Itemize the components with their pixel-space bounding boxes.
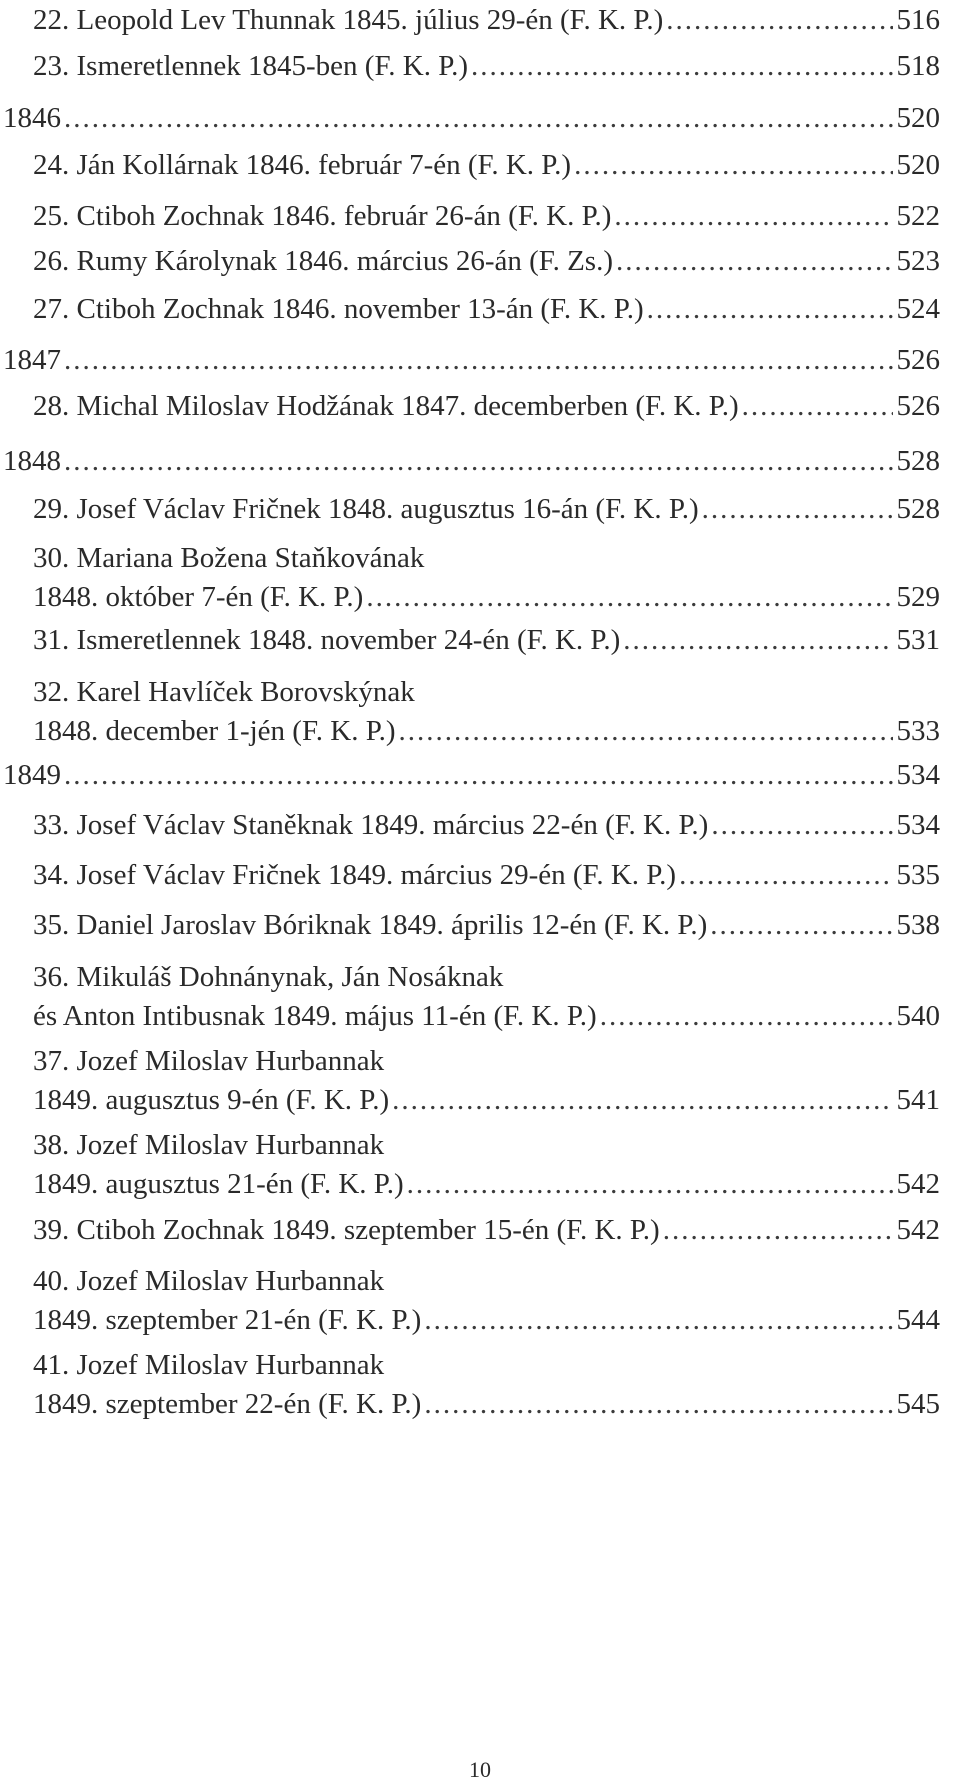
entry-title-line: 30. Mariana Božena Staňkovának — [33, 542, 425, 574]
entry-title: 1846 — [3, 102, 61, 134]
entry-page-number: 544 — [896, 1304, 940, 1336]
dot-leader — [663, 1210, 893, 1250]
entry-page-number: 523 — [896, 245, 940, 277]
entry-line — [33, 46, 940, 86]
entry-page-number: 526 — [896, 344, 940, 376]
entry-line — [33, 1164, 940, 1204]
entry-page-number: 545 — [896, 1388, 940, 1420]
entry-title: 1848 — [3, 445, 61, 477]
entry-title: 35. Daniel Jaroslav Bóriknak 1849. április 12-én (F. K. P.) — [33, 909, 708, 941]
dot-leader — [702, 489, 893, 529]
dot-leader — [64, 98, 893, 138]
entry-line — [33, 577, 940, 617]
entry-page-number: 540 — [896, 1000, 940, 1032]
dot-leader — [64, 755, 893, 795]
entry-line — [33, 241, 940, 281]
dot-leader — [64, 340, 893, 380]
entry-line — [33, 855, 940, 895]
entry-title: 22. Leopold Lev Thunnak 1845. július 29-én (F. K. P.) — [33, 4, 664, 36]
entry-line — [33, 1210, 940, 1250]
dot-leader — [742, 386, 893, 426]
entry-title: 27. Ctiboh Zochnak 1846. november 13-án (F. K. P.) — [33, 293, 644, 325]
entry-title-line: 36. Mikuláš Dohnánynak, Ján Nosáknak — [33, 961, 504, 993]
dot-leader — [616, 241, 893, 281]
entry-line — [33, 805, 940, 845]
entry-page-number: 533 — [896, 715, 940, 747]
dot-leader — [666, 0, 892, 40]
entry-line — [33, 996, 940, 1036]
entry-title: 26. Rumy Károlynak 1846. március 26-án (F. Zs.) — [33, 245, 613, 277]
dot-leader — [711, 805, 892, 845]
entry-title: 1849. szeptember 21-én (F. K. P.) — [33, 1304, 422, 1336]
entry-page-number: 541 — [896, 1084, 940, 1116]
dot-leader — [392, 1080, 892, 1120]
dot-leader — [614, 196, 892, 236]
entry-title: 1849. augusztus 21-én (F. K. P.) — [33, 1168, 404, 1200]
entry-title: 39. Ctiboh Zochnak 1849. szeptember 15-én (F. K. P.) — [33, 1214, 660, 1246]
entry-page-number: 520 — [896, 149, 940, 181]
dot-leader — [471, 46, 892, 86]
entry-line — [33, 1300, 940, 1340]
entry-page-number: 524 — [896, 293, 940, 325]
entry-page-number: 520 — [896, 102, 940, 134]
dot-leader — [574, 145, 892, 185]
entry-title: 1849. szeptember 22-én (F. K. P.) — [33, 1388, 422, 1420]
entry-line — [33, 0, 940, 40]
dot-leader — [366, 577, 892, 617]
entry-line — [3, 755, 940, 795]
entry-line — [33, 1384, 940, 1424]
entry-page-number: 529 — [896, 581, 940, 613]
dot-leader — [623, 620, 892, 660]
entry-title: 29. Josef Václav Fričnek 1848. augusztus 16-án (F. K. P.) — [33, 493, 699, 525]
entry-title-line: 37. Jozef Miloslav Hurbannak — [33, 1045, 385, 1077]
entry-page-number: 528 — [896, 445, 940, 477]
entry-title: 1847 — [3, 344, 61, 376]
dot-leader — [710, 905, 892, 945]
entry-page-number: 522 — [896, 200, 940, 232]
entry-page-number: 528 — [896, 493, 940, 525]
dot-leader — [647, 289, 893, 329]
entry-title-line: 41. Jozef Miloslav Hurbannak — [33, 1349, 385, 1381]
entry-title-line: 32. Karel Havlíček Borovskýnak — [33, 676, 415, 708]
entry-title: 25. Ctiboh Zochnak 1846. február 26-án (F. K. P.) — [33, 200, 612, 232]
entry-line — [3, 340, 940, 380]
dot-leader — [424, 1300, 892, 1340]
entry-line — [33, 1080, 940, 1120]
entry-page-number: 542 — [896, 1168, 940, 1200]
page-number: 10 — [469, 1757, 491, 1782]
entry-page-number: 526 — [896, 390, 940, 422]
entry-page-number: 535 — [896, 859, 940, 891]
entry-line — [33, 905, 940, 945]
entry-title: 24. Ján Kollárnak 1846. február 7-én (F. K. P.) — [33, 149, 572, 181]
entry-title-line: 38. Jozef Miloslav Hurbannak — [33, 1129, 385, 1161]
dot-leader — [424, 1384, 892, 1424]
entry-line — [33, 289, 940, 329]
entry-line — [33, 196, 940, 236]
dot-leader — [399, 711, 893, 751]
entry-line — [3, 441, 940, 481]
entry-line — [33, 145, 940, 185]
entry-line — [33, 711, 940, 751]
entry-title: 23. Ismeretlennek 1845-ben (F. K. P.) — [33, 50, 469, 82]
entry-title: 1848. december 1-jén (F. K. P.) — [33, 715, 396, 747]
dot-leader — [600, 996, 893, 1036]
entry-title: 28. Michal Miloslav Hodžának 1847. decemberben (F. K. P.) — [33, 390, 739, 422]
entry-page-number: 542 — [896, 1214, 940, 1246]
entry-page-number: 516 — [896, 4, 940, 36]
entry-title: 34. Josef Václav Fričnek 1849. március 29-én (F. K. P.) — [33, 859, 677, 891]
entry-page-number: 534 — [896, 809, 940, 841]
dot-leader — [679, 855, 892, 895]
entry-line — [33, 620, 940, 660]
entry-title-line: 40. Jozef Miloslav Hurbannak — [33, 1265, 385, 1297]
entry-title: 31. Ismeretlennek 1848. november 24-én (F. K. P.) — [33, 624, 621, 656]
entry-page-number: 531 — [896, 624, 940, 656]
entry-page-number: 534 — [896, 759, 940, 791]
entry-title: 1849 — [3, 759, 61, 791]
dot-leader — [407, 1164, 893, 1204]
entry-line — [33, 489, 940, 529]
entry-page-number: 518 — [896, 50, 940, 82]
entry-title: és Anton Intibusnak 1849. május 11-én (F. K. P.) — [33, 1000, 597, 1032]
entry-line — [33, 386, 940, 426]
entry-title: 33. Josef Václav Staněknak 1849. március 22-én (F. K. P.) — [33, 809, 709, 841]
entry-title: 1849. augusztus 9-én (F. K. P.) — [33, 1084, 390, 1116]
entry-line — [3, 98, 940, 138]
entry-title: 1848. október 7-én (F. K. P.) — [33, 581, 364, 613]
dot-leader — [64, 441, 893, 481]
entry-page-number: 538 — [896, 909, 940, 941]
